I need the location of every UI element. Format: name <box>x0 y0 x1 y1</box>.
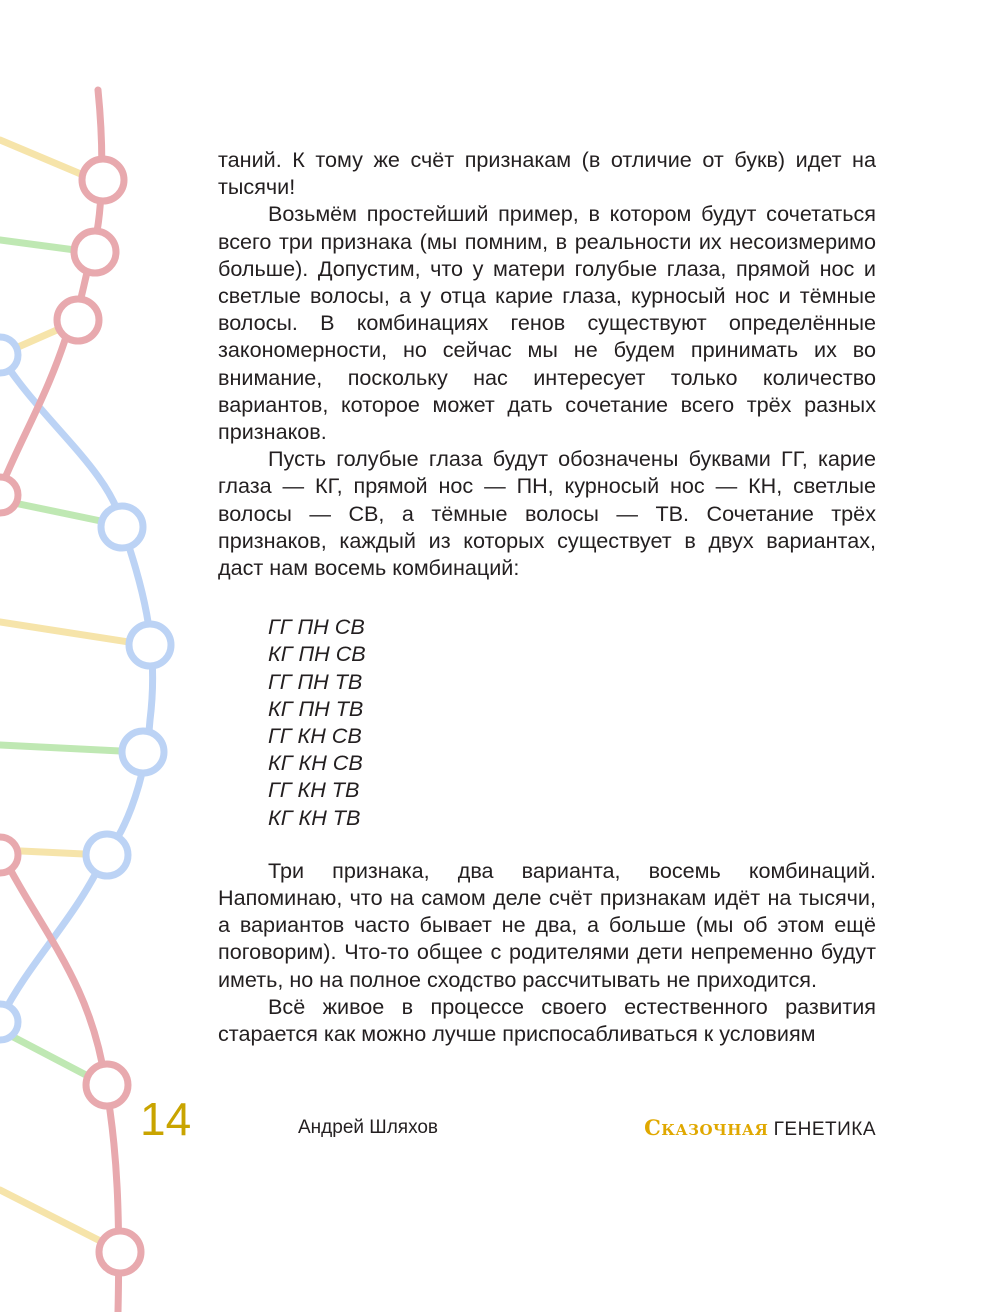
combination-item: КГ КН ТВ <box>268 804 361 830</box>
dna-node <box>0 1004 18 1040</box>
dna-node <box>74 231 116 273</box>
paragraph: Пусть голубые глаза будут обозначены буквами ГГ, карие глаза — КГ, прямой нос — ПН, курносый нос — КН, светлые волосы — СВ, а тёмные волосы — ТВ. Сочетание трёх признаков, каждый из которых существует в двух вариантах, даст нам восемь комбинаций: <box>218 446 876 581</box>
combination-item: КГ ПН СВ <box>268 641 366 667</box>
book-title <box>644 1115 876 1141</box>
dna-node <box>99 1231 141 1273</box>
paragraph: Всё живое в процессе своего естественного развития старается как можно лучше приспосабливаться к условиям <box>218 993 876 1047</box>
dna-node <box>129 624 171 666</box>
combination-list <box>268 613 876 831</box>
combination-item: КГ ПН ТВ <box>268 695 364 721</box>
author-name: Андрей Шляхов <box>298 1117 439 1138</box>
combination-item: ГГ ПН СВ <box>268 614 365 640</box>
dna-node <box>0 837 18 873</box>
page-number: 14 <box>140 1093 192 1145</box>
paragraph: таний. К тому же счёт признакам (в отличие от букв) идет на тысячи! <box>218 147 876 200</box>
combination-item: ГГ КН СВ <box>268 723 362 749</box>
dna-node <box>86 834 128 876</box>
paragraph: Возьмём простейший пример, в котором будут сочетаться всего три признака (мы помним, в реальности их несоизмеримо больше). Допустим, что у матери голубые глаза, прямой нос и светлые волосы, а у отца карие глаза, курносый нос и тёмные волосы. В комбинациях генов существуют определённые закономерности, но сейчас мы не будем принимать их во внимание, поскольку нас интересует только количество вариантов, которое может дать сочетание всего трёх разных признаков. <box>218 201 876 445</box>
combination-item: ГГ КН ТВ <box>268 777 360 803</box>
dna-node <box>101 506 143 548</box>
combination-item: ГГ ПН ТВ <box>268 668 363 694</box>
dna-node <box>82 159 124 201</box>
dna-node <box>86 1064 128 1106</box>
paragraph: Три признака, два варианта, восемь комбинаций. Напоминаю, что на самом деле счёт признакам идёт на тысячи, а вариантов часто бывает не два, а больше (мы об этом ещё поговорим). Что-то общее с родителями дети непременно будут иметь, но на полное сходство рассчитывать не приходится. <box>218 857 876 992</box>
dna-node <box>0 337 18 373</box>
body-text <box>218 146 876 1047</box>
book-title-part2: ГЕНЕТИКА <box>773 1119 876 1140</box>
dna-strand-blue <box>0 355 153 1020</box>
combination-item: КГ КН СВ <box>268 750 363 776</box>
dna-node <box>0 477 18 513</box>
dna-node <box>122 731 164 773</box>
dna-node <box>57 299 99 341</box>
book-title-part1: Сказочная <box>644 1115 769 1140</box>
